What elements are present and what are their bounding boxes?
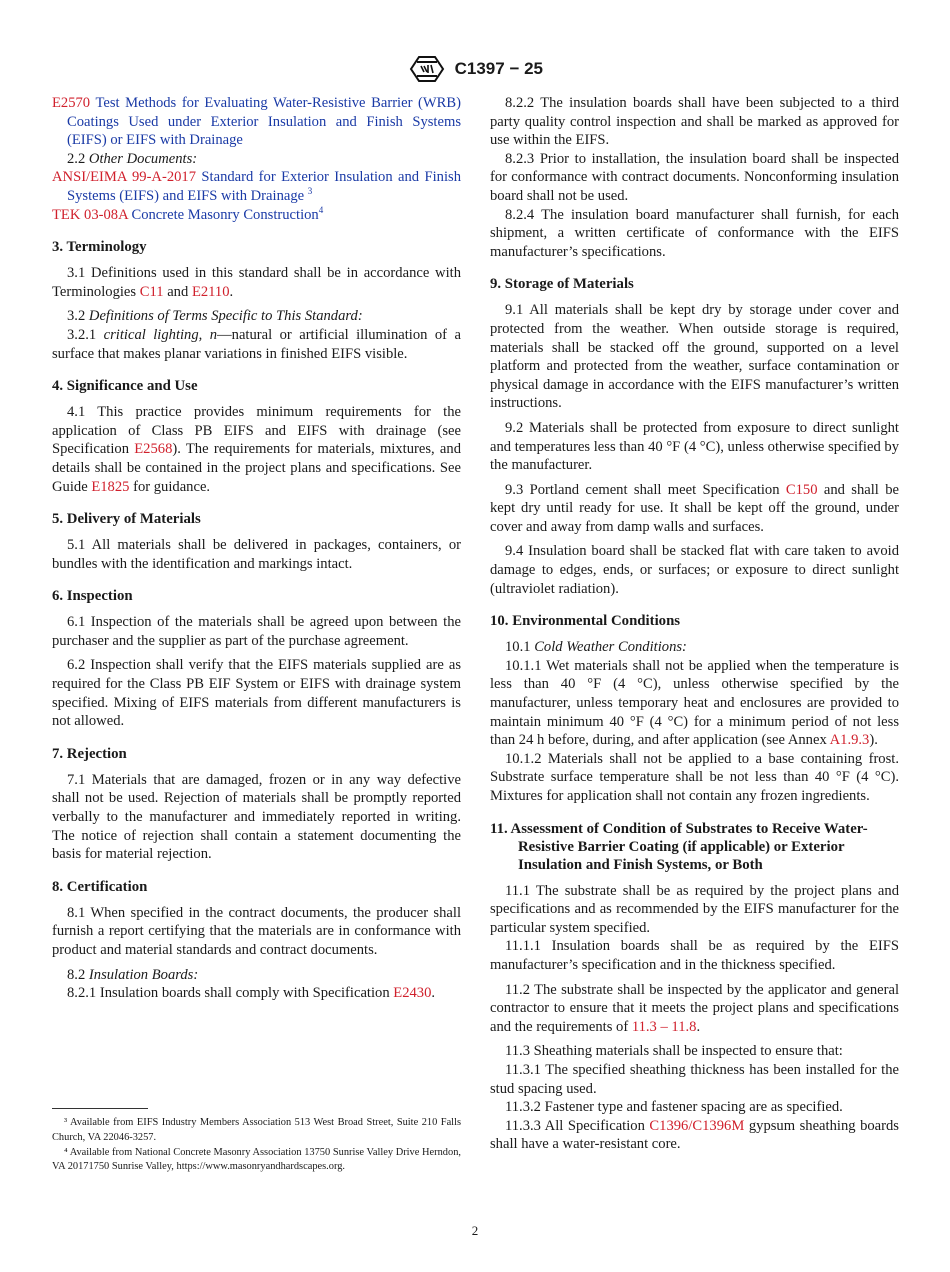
paragraph: 11.1 The substrate shall be as required by the project plans and specifications and as recommended by the EIFS manufacturer for the particular system specified. (490, 882, 899, 936)
ref-title[interactable]: Standard for Exterior Insulation and Finish Systems (EIFS) and EIFS with Drainage (67, 169, 461, 204)
footnotes (52, 1116, 461, 1175)
reference-ansi (52, 168, 461, 205)
footnote-4: ⁴ Available from National Concrete Masonry Association 13750 Sunrise Valley Drive Herndon, VA 20171750 Sunrise Valley, https://www.masonryandhardscapes.org. (52, 1146, 461, 1173)
ref-title[interactable]: Test Methods for Evaluating Water-Resistive Barrier (WRB) Coatings Used under Exterior Insulation and Finish Systems (EIFS) or EIFS with Drainage (67, 95, 462, 149)
paragraph: 4.1 This practice provides minimum requirements for the application of Class PB EIFS and EIFS with drainage (see Specification E2568). The requirements for materials, mixtures, and details shall be contained in the project plans and specifications. See Guide E1825 for guidance. (52, 404, 461, 495)
link-c1396[interactable]: C1396/C1396M (649, 1117, 745, 1134)
paragraph: 9.2 Materials shall be protected from exposure to direct sunlight and temperatures less than 40 °F (4 °C), unless otherwise specified by the manufacturer. (490, 419, 899, 474)
paragraph: 9.4 Insulation board shall be stacked flat with care taken to avoid damage to edges, ends, or surfaces; or exposure to direct sunlight (ultraviolet radiation). (490, 543, 899, 597)
paragraph: 11.3.2 Fastener type and fastener spacing are as specified. (505, 1099, 843, 1116)
reference-tek (52, 206, 461, 225)
section-heading: 5. Delivery of Materials (52, 511, 201, 528)
section-heading: 9. Storage of Materials (490, 276, 634, 293)
paragraph: 6.2 Inspection shall verify that the EIFS materials supplied are as required for the Class PB EIF System or EIFS with drainage system specified. Mixing of EIFS materials from different manufacturers is not allowed. (52, 657, 461, 730)
reference-e2570 (52, 94, 461, 150)
ref-code[interactable]: E2570 (52, 95, 91, 111)
paragraph: 3.1 Definitions used in this standard shall be in accordance with Terminologies C11 and E2110. (52, 265, 461, 300)
paragraph: 10.1.2 Materials shall not be applied to a base containing frost. Substrate surface temperature shall be not less than 40 °F (4 °C). Mixtures for application shall not contain any frozen ingredients. (490, 750, 899, 804)
paragraph: 8.1 When specified in the contract documents, the producer shall furnish a report certifying that the materials are in conformance with product and material standards and contract documents. (52, 904, 461, 958)
paragraph: 9.3 Portland cement shall meet Specification C150 and shall be kept dry until ready for use. It shall be kept off the ground, under cover and away from damp walls and surfaces. (490, 481, 899, 535)
link-e2568[interactable]: E2568 (134, 441, 173, 458)
ref-title[interactable]: Concrete Masonry Construction (131, 206, 319, 223)
paragraph: 5.1 All materials shall be delivered in packages, containers, or bundles with the identification and markings intact. (52, 537, 461, 572)
footnote-3: ³ Available from EIFS Industry Members Association 513 West Broad Street, Suite 210 Falls Church, VA 22046-3257. (52, 1117, 461, 1143)
astm-logo-icon (407, 54, 447, 84)
link-e1825[interactable]: E1825 (91, 478, 130, 495)
link-e2430[interactable]: E2430 (393, 985, 432, 1002)
paragraph: 11.2 The substrate shall be inspected by the applicator and general contractor to ensure that it meets the project plans and specifications and the requirements of 11.3 – 11.8. (490, 981, 899, 1035)
link-11-3-11-8[interactable]: 11.3 – 11.8 (631, 1018, 697, 1035)
section-heading: 10. Environmental Conditions (490, 613, 681, 630)
section-heading: 7. Rejection (52, 745, 127, 762)
paragraph: 10.1.1 Wet materials shall not be applied when the temperature is less than 40 °F (4 °C), unless otherwise specified by the manufacturer, unless temporary heat and enclosures are provided to maintain minimum 40 °F (4 °C) for a minimum period of not less than 24 h before, during, and after application (see Annex A1.9.3). (490, 657, 899, 749)
paragraph: 8.2.4 The insulation board manufacturer shall furnish, for each shipment, a written certificate of conformance with the EIFS manufacturer’s specifications. (490, 206, 899, 260)
right-column (490, 94, 899, 1154)
ref-code[interactable]: ANSI/EIMA 99-A-2017 (52, 169, 197, 186)
section-heading: 8. Certification (52, 878, 148, 895)
sec-title: Other Documents: (88, 150, 198, 167)
standard-designation: C1397 − 25 (454, 58, 544, 78)
paragraph: 9.1 All materials shall be kept dry by storage under cover and protected from the weather. When outside storage is required, materials shall be stacked off the ground, supported on a level platform and protected from the weather, surface contamination or physical damage in accordance with the EIFS manufacturer’s written instructions. (490, 302, 899, 412)
page-number: 2 (471, 1223, 479, 1238)
paragraph: 11.3 Sheathing materials shall be inspected to ensure that: (505, 1043, 843, 1060)
paragraph: 11.3.3 All Specification C1396/C1396M gypsum sheathing boards shall have a water-resistant core. (490, 1117, 899, 1153)
section-heading: 4. Significance and Use (52, 378, 198, 395)
paragraph: 3.2.1 critical lighting, n—natural or artificial illumination of a surface that makes planar variations in finished EIFS visible. (52, 326, 461, 362)
paragraph: 11.3.1 The specified sheathing thickness has been installed for the stud spacing used. (490, 1061, 899, 1097)
paragraph: 8.2.1 Insulation boards shall comply with Specification E2430. (67, 985, 436, 1002)
section-heading: 6. Inspection (52, 588, 133, 605)
section-heading: 11. Assessment of Condition of Substrates to Receive Water-Resistive Barrier Coating (if applicable) or Exterior Insulation and Finish Systems, or Both (490, 820, 868, 873)
footnote-marker[interactable]: 4 (318, 204, 324, 215)
paragraph: 3.2 Definitions of Terms Specific to This Standard: (67, 308, 363, 325)
ref-code[interactable]: TEK 03-08A (52, 206, 128, 223)
paragraph: 7.1 Materials that are damaged, frozen or in any way defective shall not be used. Rejection of materials shall be promptly reported verbally to the manufacturer and immediately reported in writing. The notice of rejection shall contain a statement documenting the basis for material rejection. (52, 771, 461, 863)
paragraph: 6.1 Inspection of the materials shall be agreed upon between the purchaser and the supplier as part of the purchase agreement. (52, 614, 461, 649)
page-header (0, 54, 950, 84)
paragraph: 8.2.3 Prior to installation, the insulation board shall be inspected for conformance with contract documents. Nonconforming insulation board shall not be used. (490, 150, 899, 204)
sec-num: 2.2 (67, 150, 86, 167)
footnote-marker[interactable]: 3 (307, 186, 313, 197)
paragraph: 8.2 Insulation Boards: (67, 966, 199, 983)
section-heading: 3. Terminology (52, 239, 147, 256)
left-column (52, 94, 461, 1003)
paragraph: 11.1.1 Insulation boards shall be as required by the EIFS manufacturer’s specification and in the thickness specified. (490, 938, 899, 973)
link-a1-9-3[interactable]: A1.9.3 (829, 732, 870, 749)
paragraph: 8.2.2 The insulation boards shall have been subjected to a third party quality control inspection and shall be marked as approved for use within the EIFS. (490, 95, 899, 149)
link-e2110[interactable]: E2110 (191, 283, 230, 300)
link-c150[interactable]: C150 (785, 481, 818, 498)
link-c11[interactable]: C11 (139, 283, 164, 300)
footnote-rule (52, 1108, 148, 1109)
paragraph: 10.1 Cold Weather Conditions: (505, 639, 687, 656)
section-2-2 (52, 150, 461, 169)
